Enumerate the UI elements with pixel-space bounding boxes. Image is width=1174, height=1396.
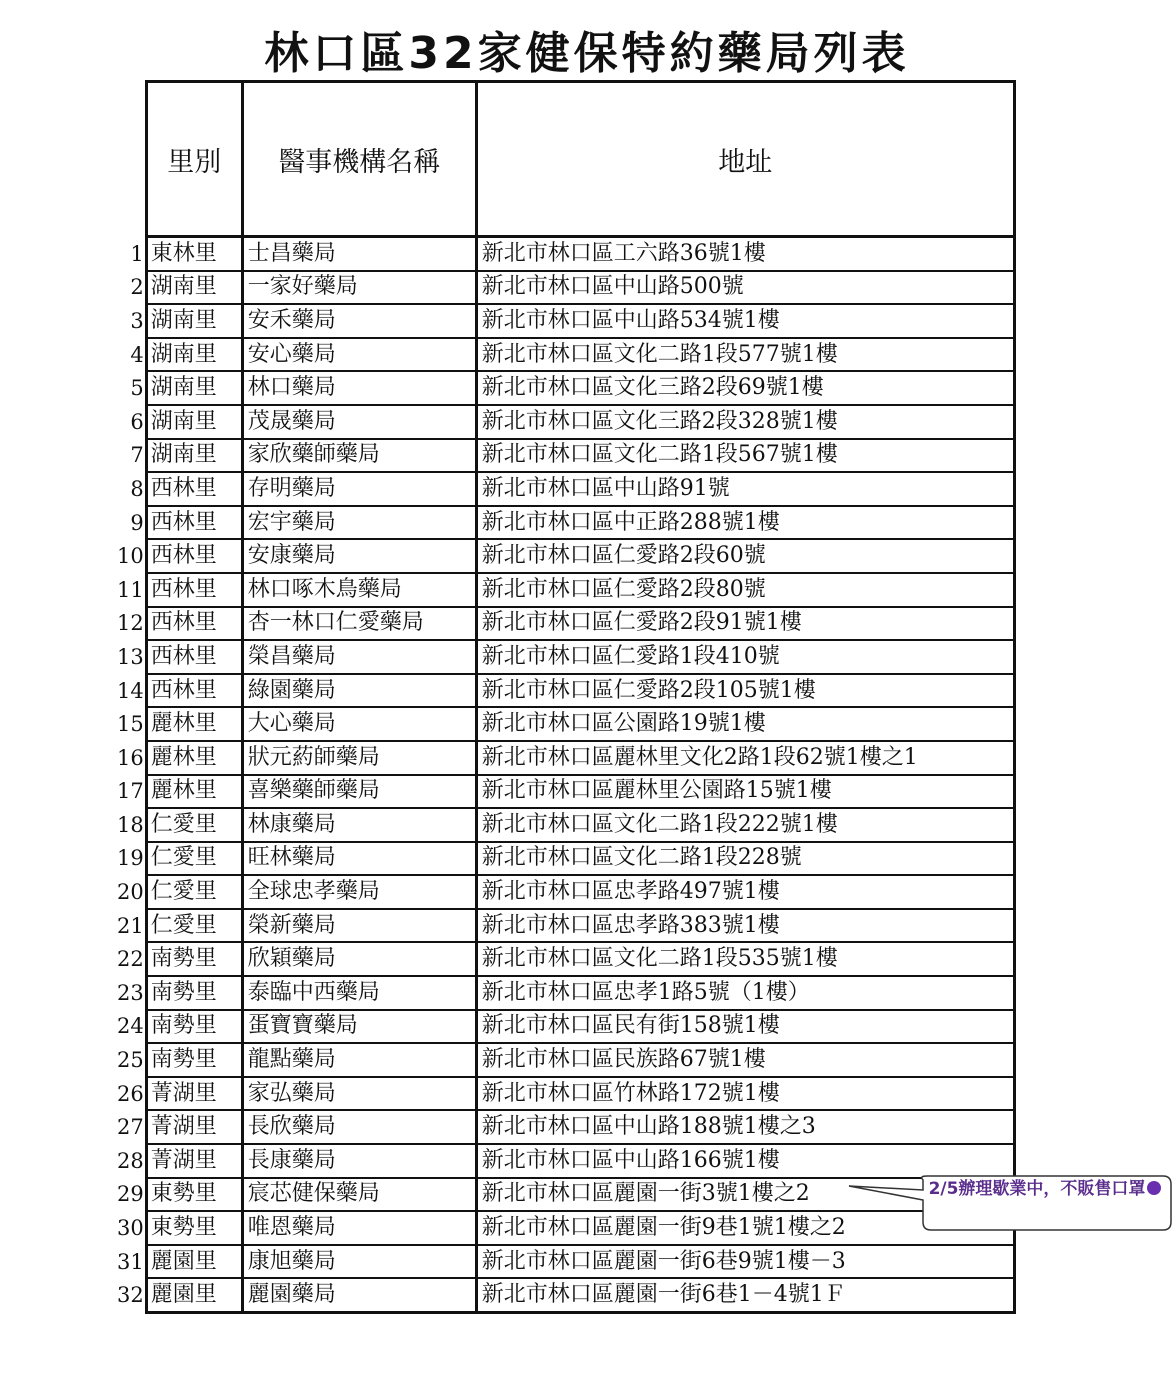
row-address: 新北市林口區仁愛路2段105號1樓 <box>476 674 1014 708</box>
row-address: 新北市林口區文化二路1段228號 <box>476 842 1014 876</box>
row-address: 新北市林口區麗林里公園路15號1樓 <box>476 775 1014 809</box>
row-pharmacy-name: 杏一林口仁愛藥局 <box>242 607 476 641</box>
row-village: 仁愛里 <box>146 909 242 943</box>
table-row <box>117 707 1014 741</box>
row-village: 仁愛里 <box>146 808 242 842</box>
row-pharmacy-name: 狀元葯師藥局 <box>242 741 476 775</box>
row-pharmacy-name: 一家好藥局 <box>242 271 476 305</box>
row-pharmacy-name: 茂晟藥局 <box>242 405 476 439</box>
row-number: 13 <box>117 644 144 669</box>
row-village: 東勢里 <box>146 1178 242 1212</box>
row-address: 新北市林口區中山路188號1樓之3 <box>476 1110 1014 1144</box>
row-number: 23 <box>117 980 144 1005</box>
row-pharmacy-name: 欣穎藥局 <box>242 942 476 976</box>
row-address: 新北市林口區文化三路2段69號1樓 <box>476 371 1014 405</box>
row-number: 2 <box>130 275 144 300</box>
row-pharmacy-name: 榮新藥局 <box>242 909 476 943</box>
row-village: 湖南里 <box>146 304 242 338</box>
row-number: 21 <box>117 913 144 938</box>
row-number: 3 <box>130 308 144 333</box>
row-pharmacy-name: 林口藥局 <box>242 371 476 405</box>
row-address: 新北市林口區仁愛路2段80號 <box>476 573 1014 607</box>
table-row <box>117 808 1014 842</box>
row-village: 湖南里 <box>146 371 242 405</box>
table-row <box>117 573 1014 607</box>
closure-note-callout <box>920 1174 1170 1232</box>
row-village: 西林里 <box>146 607 242 641</box>
table-row <box>117 405 1014 439</box>
table-row <box>117 1245 1014 1279</box>
page-title: 林口區32家健保特約藥局列表 <box>264 28 910 79</box>
row-village: 南勢里 <box>146 1010 242 1044</box>
row-pharmacy-name: 家弘藥局 <box>242 1077 476 1111</box>
row-address: 新北市林口區麗園一街3號1樓之2 <box>476 1178 1014 1212</box>
pharmacy-table <box>117 80 1016 1314</box>
table-row <box>117 1278 1014 1312</box>
row-pharmacy-name: 蛋寶寶藥局 <box>242 1010 476 1044</box>
table-row <box>117 271 1014 305</box>
table-row <box>117 371 1014 405</box>
row-number: 28 <box>117 1148 144 1173</box>
table-row <box>117 304 1014 338</box>
closure-note-label: 2/5辦理歇業中，不販售口罩 <box>928 1179 1146 1199</box>
row-pharmacy-name: 榮昌藥局 <box>242 640 476 674</box>
row-village: 湖南里 <box>146 271 242 305</box>
row-number: 24 <box>117 1014 144 1039</box>
table-row <box>117 875 1014 909</box>
row-village: 西林里 <box>146 674 242 708</box>
row-number: 19 <box>117 846 144 871</box>
table-row <box>117 338 1014 372</box>
row-address: 新北市林口區麗園一街9巷1號1樓之2 <box>476 1211 1014 1245</box>
row-village: 南勢里 <box>146 1043 242 1077</box>
row-village: 菁湖里 <box>146 1144 242 1178</box>
pharmacy-list-table <box>117 80 1016 1314</box>
closure-note-text <box>920 1178 1170 1201</box>
row-number: 15 <box>117 712 144 737</box>
row-number: 11 <box>117 577 144 602</box>
row-village: 湖南里 <box>146 338 242 372</box>
row-address: 新北市林口區中山路534號1樓 <box>476 304 1014 338</box>
table-row <box>117 1110 1014 1144</box>
row-address: 新北市林口區麗園一街6巷1－4號1Ｆ <box>476 1278 1014 1312</box>
row-village: 仁愛里 <box>146 875 242 909</box>
row-pharmacy-name: 家欣藥師藥局 <box>242 439 476 473</box>
table-row <box>117 1144 1014 1178</box>
row-pharmacy-name: 唯恩藥局 <box>242 1211 476 1245</box>
table-row <box>117 976 1014 1010</box>
row-address: 新北市林口區中山路500號 <box>476 271 1014 305</box>
row-address: 新北市林口區忠孝路497號1樓 <box>476 875 1014 909</box>
table-row <box>117 1077 1014 1111</box>
row-number: 16 <box>117 745 144 770</box>
row-address: 新北市林口區麗園一街6巷9號1樓－3 <box>476 1245 1014 1279</box>
row-address: 新北市林口區工六路36號1樓 <box>476 237 1014 271</box>
row-pharmacy-name: 喜樂藥師藥局 <box>242 775 476 809</box>
header-number-spacer <box>117 82 146 237</box>
table-row <box>117 909 1014 943</box>
row-village: 西林里 <box>146 539 242 573</box>
row-address: 新北市林口區中正路288號1樓 <box>476 506 1014 540</box>
row-number: 20 <box>117 880 144 905</box>
row-pharmacy-name: 長欣藥局 <box>242 1110 476 1144</box>
row-address: 新北市林口區麗林里文化2路1段62號1樓之1 <box>476 741 1014 775</box>
row-number: 27 <box>117 1115 144 1140</box>
row-village: 東林里 <box>146 237 242 271</box>
row-address: 新北市林口區文化二路1段577號1樓 <box>476 338 1014 372</box>
row-number: 26 <box>117 1081 144 1106</box>
purple-dot-icon <box>1147 1181 1161 1195</box>
table-row <box>117 842 1014 876</box>
row-pharmacy-name: 宏宇藥局 <box>242 506 476 540</box>
row-address: 新北市林口區文化二路1段222號1樓 <box>476 808 1014 842</box>
table-row <box>117 741 1014 775</box>
row-village: 南勢里 <box>146 976 242 1010</box>
table-row <box>117 775 1014 809</box>
row-address: 新北市林口區民族路67號1樓 <box>476 1043 1014 1077</box>
table-row <box>117 539 1014 573</box>
row-pharmacy-name: 康旭藥局 <box>242 1245 476 1279</box>
row-village: 湖南里 <box>146 405 242 439</box>
row-number: 31 <box>117 1249 144 1274</box>
row-address: 新北市林口區公園路19號1樓 <box>476 707 1014 741</box>
row-address: 新北市林口區文化二路1段535號1樓 <box>476 942 1014 976</box>
row-number: 4 <box>130 342 144 367</box>
row-village: 麗林里 <box>146 707 242 741</box>
row-pharmacy-name: 旺林藥局 <box>242 842 476 876</box>
row-address: 新北市林口區中山路166號1樓 <box>476 1144 1014 1178</box>
row-pharmacy-name: 士昌藥局 <box>242 237 476 271</box>
row-number: 32 <box>117 1283 144 1308</box>
header-village: 里別 <box>146 82 242 237</box>
row-address: 新北市林口區中山路91號 <box>476 472 1014 506</box>
row-pharmacy-name: 泰臨中西藥局 <box>242 976 476 1010</box>
row-number: 5 <box>130 376 144 401</box>
row-village: 麗林里 <box>146 741 242 775</box>
table-body <box>117 237 1014 1313</box>
row-number: 18 <box>117 812 144 837</box>
row-number: 7 <box>130 443 144 468</box>
row-pharmacy-name: 宸芯健保藥局 <box>242 1178 476 1212</box>
row-village: 麗園里 <box>146 1245 242 1279</box>
table-row <box>117 640 1014 674</box>
row-address: 新北市林口區忠孝路383號1樓 <box>476 909 1014 943</box>
row-address: 新北市林口區文化三路2段328號1樓 <box>476 405 1014 439</box>
row-pharmacy-name: 安心藥局 <box>242 338 476 372</box>
row-number: 14 <box>117 678 144 703</box>
row-pharmacy-name: 全球忠孝藥局 <box>242 875 476 909</box>
row-number: 29 <box>117 1182 144 1207</box>
row-number: 25 <box>117 1048 144 1073</box>
header-institution-name: 醫事機構名稱 <box>242 82 476 237</box>
row-village: 菁湖里 <box>146 1110 242 1144</box>
row-village: 麗園里 <box>146 1278 242 1312</box>
table-row <box>117 506 1014 540</box>
row-village: 東勢里 <box>146 1211 242 1245</box>
table-row <box>117 942 1014 976</box>
row-village: 西林里 <box>146 573 242 607</box>
row-number: 9 <box>130 510 144 535</box>
row-pharmacy-name: 綠園藥局 <box>242 674 476 708</box>
row-address: 新北市林口區忠孝1路5號（1樓） <box>476 976 1014 1010</box>
row-number: 22 <box>117 947 144 972</box>
table-row <box>117 439 1014 473</box>
row-number: 6 <box>130 409 144 434</box>
row-pharmacy-name: 大心藥局 <box>242 707 476 741</box>
row-address: 新北市林口區仁愛路2段60號 <box>476 539 1014 573</box>
table-row <box>117 237 1014 271</box>
header-address: 地址 <box>476 82 1014 237</box>
row-village: 南勢里 <box>146 942 242 976</box>
row-address: 新北市林口區民有街158號1樓 <box>476 1010 1014 1044</box>
table-row <box>117 1010 1014 1044</box>
row-address: 新北市林口區竹林路172號1樓 <box>476 1077 1014 1111</box>
row-pharmacy-name: 龍點藥局 <box>242 1043 476 1077</box>
row-village: 湖南里 <box>146 439 242 473</box>
row-number: 12 <box>117 611 144 636</box>
row-pharmacy-name: 安康藥局 <box>242 539 476 573</box>
row-pharmacy-name: 存明藥局 <box>242 472 476 506</box>
table-header-row <box>117 82 1014 237</box>
row-village: 西林里 <box>146 640 242 674</box>
row-number: 17 <box>117 779 144 804</box>
row-village: 菁湖里 <box>146 1077 242 1111</box>
row-village: 西林里 <box>146 472 242 506</box>
table-row <box>117 472 1014 506</box>
row-address: 新北市林口區文化二路1段567號1樓 <box>476 439 1014 473</box>
table-row <box>117 674 1014 708</box>
row-pharmacy-name: 安禾藥局 <box>242 304 476 338</box>
row-pharmacy-name: 麗園藥局 <box>242 1278 476 1312</box>
row-village: 西林里 <box>146 506 242 540</box>
row-pharmacy-name: 林康藥局 <box>242 808 476 842</box>
row-village: 麗林里 <box>146 775 242 809</box>
row-number: 1 <box>130 241 144 266</box>
row-address: 新北市林口區仁愛路2段91號1樓 <box>476 607 1014 641</box>
row-address: 新北市林口區仁愛路1段410號 <box>476 640 1014 674</box>
row-pharmacy-name: 林口啄木鳥藥局 <box>242 573 476 607</box>
table-row <box>117 607 1014 641</box>
row-number: 30 <box>117 1216 144 1241</box>
row-pharmacy-name: 長康藥局 <box>242 1144 476 1178</box>
row-number: 8 <box>130 476 144 501</box>
row-number: 10 <box>117 544 144 569</box>
row-village: 仁愛里 <box>146 842 242 876</box>
table-row <box>117 1043 1014 1077</box>
